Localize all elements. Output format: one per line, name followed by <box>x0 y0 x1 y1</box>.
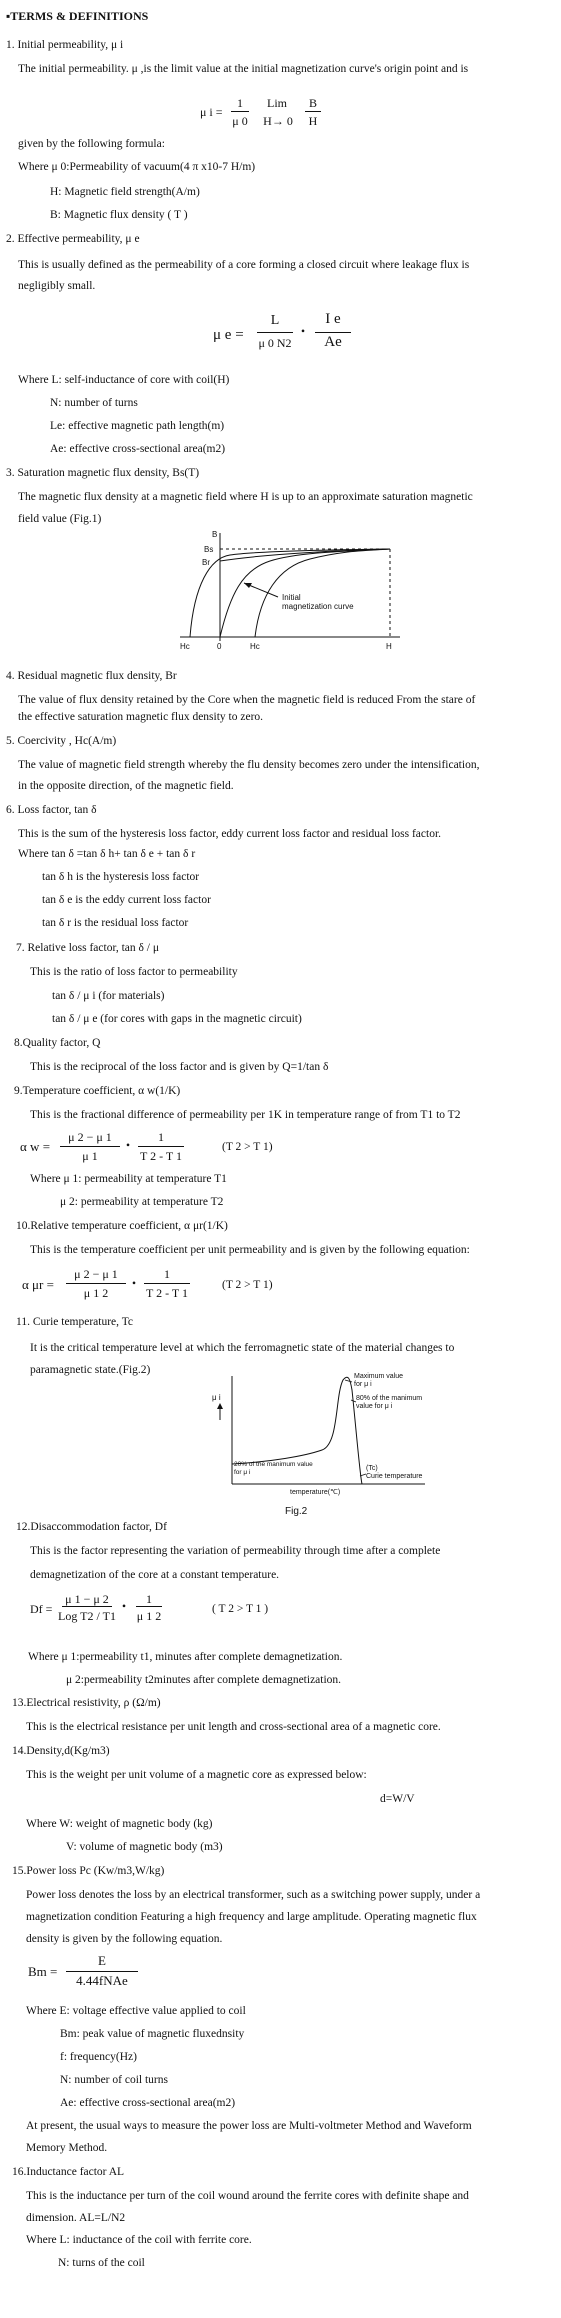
formula-denominator: H <box>308 114 318 128</box>
where-line: N: number of turns <box>50 397 138 409</box>
where-line: B: Magnetic flux density ( T ) <box>50 209 188 221</box>
formula-numerator: μ 1 − μ 2 <box>65 1592 109 1606</box>
where-line: μ 2:permeability t2minutes after complete demagnetization. <box>66 1674 342 1686</box>
section-5-text: The value of magnetic field strength whereby the flu density becomes zero under the intensification, <box>18 759 480 771</box>
p20-label: for μ i <box>234 1469 251 1476</box>
section-7-title: 7. Relative loss factor, tan δ / μ <box>16 942 160 954</box>
figure-caption: Fig.2 <box>285 1506 308 1517</box>
section-6-title: 6. Loss factor, tan δ <box>6 804 97 816</box>
formula-lhs: Df = <box>30 1602 53 1616</box>
section-5-title: 5. Coercivity , Hc(A/m) <box>6 735 117 747</box>
formula-denominator: T 2 - T 1 <box>145 1286 188 1300</box>
section-14-text: This is the weight per unit volume of a magnetic core as expressed below: <box>26 1769 367 1781</box>
section-2-text: This is usually defined as the permeability of a core forming a closed circuit where leakage flux is <box>18 259 470 271</box>
bullet-icon: ▪ <box>6 9 11 23</box>
page-heading: ▪TERMS & DEFINITIONS <box>6 9 149 23</box>
label-bs: Bs <box>204 545 214 554</box>
where-line: Ae: effective cross-sectional area(m2) <box>50 443 226 455</box>
section-11-text: It is the critical temperature level at which the ferromagnetic state of the material changes to <box>30 1342 455 1354</box>
formula-denominator: μ 1 2 <box>136 1609 162 1623</box>
section-14-title: 14.Density,d(Kg/m3) <box>12 1745 110 1757</box>
label-b: B <box>212 530 218 539</box>
section-3-text: The magnetic flux density at a magnetic field where H is up to an approximate saturation magnetic <box>18 491 473 503</box>
where-line: N: turns of the coil <box>58 2257 145 2269</box>
list-item: tan δ r is the residual loss factor <box>42 917 189 929</box>
section-9-text: This is the fractional difference of permeability per 1K in temperature range of from T1 to T2 <box>30 1109 461 1121</box>
formula-denominator: 4.44fNAe <box>76 1973 128 1988</box>
section-10-text: This is the temperature coefficient per unit permeability and is given by the following equation: <box>30 1244 470 1256</box>
section-9-title: 9.Temperature coefficient, α w(1/K) <box>14 1085 181 1097</box>
formula-numerator: I e <box>325 311 341 327</box>
section-6-text: This is the sum of the hysteresis loss factor, eddy current loss factor and residual loss factor. <box>18 828 442 840</box>
section-1-text: given by the following formula: <box>18 138 165 150</box>
where-line: Bm: peak value of magnetic fluxednsity <box>60 2028 245 2040</box>
p80-label: 80% of the manimum <box>356 1395 423 1402</box>
formula-denominator: T 2 - T 1 <box>139 1149 182 1163</box>
tc-label: (Tc) <box>366 1465 378 1472</box>
formula-lhs: α w = <box>20 1139 51 1154</box>
formula-numerator: μ 2 − μ 1 <box>74 1267 118 1281</box>
dot-operator: • <box>122 1601 127 1613</box>
formula-lhs: Bm = <box>28 1964 58 1979</box>
formula-numerator: 1 <box>164 1267 170 1281</box>
section-12-text: This is the factor representing the variation of permeability through time after a complete <box>30 1545 441 1557</box>
section-12-text: demagnetization of the core at a constant temperature. <box>30 1569 280 1581</box>
fraction-bar <box>305 111 321 112</box>
label-hc-right: Hc <box>250 642 260 651</box>
formula-numerator: B <box>308 96 317 110</box>
curve-label: magnetization curve <box>282 602 354 611</box>
dot-operator: • <box>132 1278 137 1290</box>
section-15-text: Memory Method. <box>26 2142 108 2154</box>
formula-condition: ( T 2 > T 1 ) <box>212 1603 269 1615</box>
formula-numerator: 1 <box>237 96 243 110</box>
where-line: V: volume of magnetic body (m3) <box>66 1841 223 1853</box>
where-line: Le: effective magnetic path length(m) <box>50 420 225 432</box>
callout-line <box>345 1380 352 1382</box>
fraction-bar <box>136 1606 162 1607</box>
list-item: tan δ h is the hysteresis loss factor <box>42 871 200 883</box>
curve-label: Initial <box>282 593 301 602</box>
hysteresis-lower-branch <box>255 549 390 637</box>
section-13-title: 13.Electrical resistivity, ρ (Ω/m) <box>12 1697 161 1709</box>
fig1-hysteresis-diagram <box>170 525 410 665</box>
label-br: Br <box>202 558 210 567</box>
section-7-text: This is the ratio of loss factor to permeability <box>30 966 238 978</box>
section-16-title: 16.Inductance factor AL <box>12 2166 125 2178</box>
fraction-bar <box>138 1146 184 1147</box>
formula-denominator: μ 1 2 <box>83 1286 109 1300</box>
section-4-text: The value of flux density retained by the Core when the magnetic field is reduced From the stare of <box>18 694 476 706</box>
formula-numerator: L <box>270 313 280 328</box>
section-4-title: 4. Residual magnetic flux density, Br <box>6 670 177 682</box>
density-formula: d=W/V <box>380 1793 415 1805</box>
where-line: Where E: voltage effective value applied to coil <box>26 2005 246 2017</box>
fraction-bar <box>66 1283 126 1284</box>
section-3-title: 3. Saturation magnetic flux density, Bs(T) <box>6 467 200 479</box>
formula-lhs: α μr = <box>22 1277 54 1292</box>
fraction-bar <box>257 332 293 333</box>
where-line: N: number of coil turns <box>60 2074 168 2086</box>
section-15-text: Power loss denotes the loss by an electrical transformer, such as a switching power supply, under a <box>26 1889 481 1901</box>
tc-label: Curie temperature <box>366 1473 423 1480</box>
where-line: Where L: self-inductance of core with coil(H) <box>18 374 230 386</box>
section-4-text: the effective saturation magnetic flux density to zero. <box>18 711 264 723</box>
formula-denominator: Ae <box>324 334 342 350</box>
p20-label: 20% of the manimum value <box>234 1461 313 1468</box>
max-label: Maximum value <box>354 1373 404 1380</box>
section-6-text: Where tan δ =tan δ h+ tan δ e + tan δ r <box>18 848 196 860</box>
formula-limit-sub: H→ 0 <box>263 114 293 128</box>
list-item: tan δ / μ i (for materials) <box>52 990 165 1002</box>
section-13-text: This is the electrical resistance per unit length and cross-sectional area of a magnetic core. <box>26 1721 441 1733</box>
where-line: Ae: effective cross-sectional area(m2) <box>60 2097 236 2109</box>
section-2-title: 2. Effective permeability, μ e <box>6 233 140 245</box>
section-15-text: At present, the usual ways to measure the power loss are Multi-voltmeter Method and Waveform <box>26 2120 472 2132</box>
fraction-bar <box>60 1146 120 1147</box>
formula-numerator: 1 <box>146 1592 152 1606</box>
label-h: H <box>386 642 392 651</box>
y-axis-label: μ i <box>212 1393 221 1402</box>
formula-condition: (T 2 > T 1) <box>222 1141 273 1153</box>
section-3-text: field value (Fig.1) <box>18 513 102 525</box>
fraction-bar <box>66 1971 138 1972</box>
where-line: Where W: weight of magnetic body (kg) <box>26 1818 213 1830</box>
section-16-text: This is the inductance per turn of the coil wound around the ferrite cores with definite shape and <box>26 2190 469 2202</box>
formula-lhs: μ i = <box>200 105 223 119</box>
fraction-bar <box>315 332 351 333</box>
fraction-bar <box>62 1606 112 1607</box>
section-2-text: negligibly small. <box>18 280 96 292</box>
formula-limit: Lim <box>267 96 287 110</box>
formula-numerator: E <box>98 1953 106 1968</box>
x-axis-label: temperature(℃) <box>290 1489 341 1496</box>
formula-denominator: Log T2 / T1 <box>58 1609 116 1623</box>
section-8-text: This is the reciprocal of the loss factor and is given by Q=1/tan δ <box>30 1061 329 1073</box>
label-hc-left: Hc <box>180 642 190 651</box>
p80-label: value for μ i <box>356 1403 393 1410</box>
max-label: for μ i <box>354 1381 372 1388</box>
where-line: Where μ 0:Permeability of vacuum(4 π x10-7 H/m) <box>18 161 256 173</box>
formula-numerator: 1 <box>158 1130 164 1144</box>
formula-condition: (T 2 > T 1) <box>222 1279 273 1291</box>
list-item: tan δ e is the eddy current loss factor <box>42 894 211 906</box>
where-line: H: Magnetic field strength(A/m) <box>50 186 200 198</box>
formula-lhs: μ e = <box>213 327 244 343</box>
fraction-bar <box>144 1283 190 1284</box>
section-11-text: paramagnetic state.(Fig.2) <box>30 1364 151 1376</box>
list-item: tan δ / μ e (for cores with gaps in the magnetic circuit) <box>52 1013 302 1025</box>
formula-numerator: μ 2 − μ 1 <box>68 1130 112 1144</box>
section-5-text: in the opposite direction, of the magnetic field. <box>18 780 234 792</box>
section-15-title: 15.Power loss Pc (Kw/m3,W/kg) <box>12 1865 165 1877</box>
initial-magnetization-curve <box>220 549 390 637</box>
label-zero: 0 <box>217 642 222 651</box>
arrow-up-icon <box>217 1403 223 1409</box>
dot-operator: • <box>301 326 306 338</box>
formula-denominator: μ 0 N2 <box>258 336 292 350</box>
formula-denominator: μ 1 <box>82 1149 98 1163</box>
section-16-text: dimension. AL=L/N2 <box>26 2212 126 2224</box>
where-line: Where L: inductance of the coil with ferrite core. <box>26 2234 252 2246</box>
section-1-title: 1. Initial permeability, μ i <box>6 39 124 51</box>
formula-denominator: μ 0 <box>232 114 248 128</box>
where-line: Where μ 1: permeability at temperature T1 <box>30 1173 227 1185</box>
section-1-text: The initial permeability. μ ,is the limit value at the initial magnetization curve's origin point and is <box>18 63 469 75</box>
section-11-title: 11. Curie temperature, Tc <box>16 1316 134 1328</box>
section-15-text: density is given by the following equation. <box>26 1933 223 1945</box>
where-line: f: frequency(Hz) <box>60 2051 137 2063</box>
fig2-curie-diagram <box>210 1368 440 1503</box>
section-8-title: 8.Quality factor, Q <box>14 1037 101 1049</box>
section-12-title: 12.Disaccommodation factor, Df <box>16 1521 167 1533</box>
section-15-text: magnetization condition Featuring a high frequency and large amplitude. Operating magnetic flux <box>26 1911 477 1923</box>
where-line: μ 2: permeability at temperature T2 <box>60 1196 224 1208</box>
section-10-title: 10.Relative temperature coefficient, α μr(1/K) <box>16 1220 228 1232</box>
dot-operator: • <box>126 1140 131 1152</box>
fraction-bar <box>231 111 249 112</box>
where-line: Where μ 1:permeability t1, minutes after complete demagnetization. <box>28 1651 343 1663</box>
